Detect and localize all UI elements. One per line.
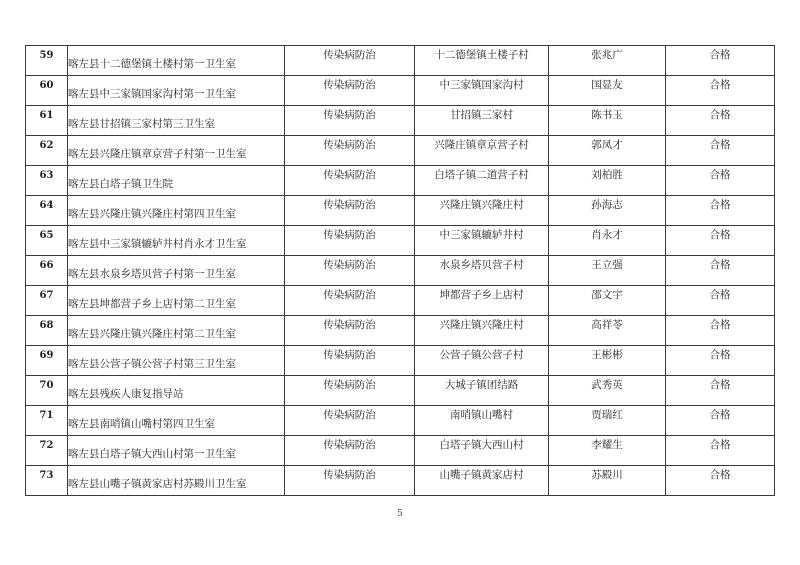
facility-address-cell [415,346,549,376]
facility-address-cell [415,196,549,226]
table-row [26,196,775,226]
responsible-person: 贾瑞红 [591,409,623,422]
responsible-person: 王彬彬 [591,349,623,362]
inspection-category: 传染病防治 [323,79,376,92]
table-row [26,376,775,406]
responsible-person-cell [549,166,666,196]
table-row [26,286,775,316]
facility-address: 中三家镇辘轳井村 [439,229,524,242]
facility-address-cell [415,436,549,466]
inspection-category-cell [285,46,415,76]
responsible-person-cell [549,376,666,406]
table-row [26,136,775,166]
inspection-category-cell [285,316,415,346]
facility-address: 兴隆庄镇兴隆庄村 [439,319,524,332]
facility-name-cell [68,256,285,286]
inspection-result-cell [666,136,775,166]
inspection-result: 合格 [709,229,731,242]
responsible-person: 郭凤才 [591,139,623,152]
row-number-cell [26,466,68,496]
inspection-category-cell [285,136,415,166]
facility-address-cell [415,106,549,136]
facility-name-cell [68,406,285,436]
facility-address-cell [415,376,549,406]
inspection-result: 合格 [709,79,731,92]
table-row [26,226,775,256]
facility-name-cell [68,316,285,346]
responsible-person: 武秀英 [591,379,623,392]
row-number-cell [26,76,68,106]
table-row [26,466,775,496]
facility-address: 白塔子镇二道营子村 [434,169,529,182]
facility-address: 兴隆庄镇兴隆庄村 [439,199,524,212]
inspection-result-cell [666,46,775,76]
inspection-result-cell [666,436,775,466]
responsible-person: 刘柏胜 [591,169,623,182]
row-number-cell [26,46,68,76]
facility-address: 山嘴子镇黄家店村 [439,469,524,482]
table-body [26,46,775,496]
row-number-cell [26,226,68,256]
table-row [26,106,775,136]
responsible-person: 李耀生 [591,439,623,452]
facility-address: 水泉乡塔贝营子村 [439,259,524,272]
inspection-category-cell [285,256,415,286]
facility-name-cell [68,76,285,106]
responsible-person: 孙海志 [591,199,623,212]
row-number: 69 [39,349,54,361]
inspection-result-cell [666,76,775,106]
inspection-category: 传染病防治 [323,139,376,152]
facility-name: 喀左县坤都营子乡上店村第二卫生室 [68,298,236,311]
inspection-category-cell [285,166,415,196]
row-number: 63 [39,169,54,181]
responsible-person-cell [549,286,666,316]
inspection-result-cell [666,106,775,136]
facility-address-cell [415,226,549,256]
facility-name-cell [68,286,285,316]
row-number-cell [26,436,68,466]
responsible-person-cell [549,106,666,136]
facility-name: 喀左县山嘴子镇黄家店村苏殿川卫生室 [68,478,247,491]
facility-name: 喀左县水泉乡塔贝营子村第一卫生室 [68,268,236,281]
facility-address: 中三家镇国家沟村 [439,79,524,92]
inspection-result: 合格 [709,469,731,482]
inspection-result-cell [666,376,775,406]
inspection-result: 合格 [709,349,731,362]
inspection-table [25,45,775,496]
row-number-cell [26,406,68,436]
responsible-person-cell [549,46,666,76]
inspection-result-cell [666,316,775,346]
responsible-person-cell [549,136,666,166]
table-row [26,76,775,106]
row-number: 62 [39,139,54,151]
facility-name-cell [68,346,285,376]
inspection-category-cell [285,466,415,496]
facility-name: 喀左县兴隆庄镇兴隆庄村第二卫生室 [68,328,236,341]
facility-name: 喀左县十二德堡镇土楼村第一卫生室 [68,58,236,71]
facility-name: 喀左县甘招镇三家村第三卫生室 [68,118,215,131]
responsible-person-cell [549,466,666,496]
inspection-category: 传染病防治 [323,379,376,392]
inspection-category: 传染病防治 [323,49,376,62]
facility-address: 大城子镇团结路 [444,379,519,392]
responsible-person-cell [549,256,666,286]
inspection-result: 合格 [709,409,731,422]
responsible-person: 国显友 [591,79,623,92]
facility-address: 公营子镇公营子村 [439,349,524,362]
row-number: 68 [39,319,54,331]
row-number-cell [26,136,68,166]
inspection-result-cell [666,166,775,196]
inspection-result: 合格 [709,439,731,452]
responsible-person-cell [549,406,666,436]
responsible-person: 王立强 [591,259,623,272]
table-row [26,166,775,196]
row-number-cell [26,106,68,136]
inspection-result-cell [666,346,775,376]
inspection-result-cell [666,256,775,286]
facility-name-cell [68,46,285,76]
facility-name-cell [68,376,285,406]
inspection-category: 传染病防治 [323,169,376,182]
facility-address-cell [415,316,549,346]
facility-address: 白塔子镇大西山村 [439,439,524,452]
responsible-person-cell [549,316,666,346]
facility-address: 兴隆庄镇章京营子村 [434,139,529,152]
row-number-cell [26,286,68,316]
row-number-cell [26,166,68,196]
responsible-person: 陈书玉 [591,109,623,122]
facility-name-cell [68,106,285,136]
responsible-person: 肖永才 [591,229,623,242]
facility-name-cell [68,196,285,226]
responsible-person-cell [549,436,666,466]
table-row [26,46,775,76]
facility-name: 喀左县兴隆庄镇章京营子村第一卫生室 [68,148,247,161]
row-number: 64 [39,199,54,211]
facility-address-cell [415,46,549,76]
inspection-category: 传染病防治 [323,109,376,122]
inspection-result-cell [666,226,775,256]
inspection-category-cell [285,376,415,406]
inspection-result-cell [666,286,775,316]
facility-address-cell [415,286,549,316]
facility-name: 喀左县中三家镇辘轳井村肖永才卫生室 [68,238,247,251]
inspection-result-cell [666,196,775,226]
row-number: 72 [39,439,54,451]
inspection-category: 传染病防治 [323,199,376,212]
inspection-result-cell [666,466,775,496]
table-row [26,256,775,286]
facility-name: 喀左县公营子镇公营子村第三卫生室 [68,358,236,371]
responsible-person: 张兆广 [591,49,623,62]
facility-address: 坤都营子乡上店村 [439,289,524,302]
facility-address-cell [415,136,549,166]
inspection-category: 传染病防治 [323,349,376,362]
row-number: 59 [39,49,54,61]
facility-name-cell [68,166,285,196]
responsible-person-cell [549,196,666,226]
facility-address: 十二德堡镇土楼子村 [434,49,529,62]
table-row [26,436,775,466]
inspection-category: 传染病防治 [323,229,376,242]
inspection-category-cell [285,106,415,136]
row-number-cell [26,256,68,286]
facility-address: 甘招镇三家村 [450,109,513,122]
row-number-cell [26,316,68,346]
table-row [26,346,775,376]
facility-address-cell [415,256,549,286]
inspection-result: 合格 [709,139,731,152]
facility-name: 喀左县中三家镇国家沟村第一卫生室 [68,88,236,101]
facility-address-cell [415,76,549,106]
inspection-category-cell [285,406,415,436]
inspection-category: 传染病防治 [323,289,376,302]
inspection-category-cell [285,196,415,226]
inspection-result-cell [666,406,775,436]
inspection-category-cell [285,76,415,106]
facility-name-cell [68,136,285,166]
facility-address-cell [415,406,549,436]
responsible-person: 苏殿川 [591,469,623,482]
facility-name: 喀左县白塔子镇卫生院 [68,178,173,191]
facility-name: 喀左县南哨镇山嘴村第四卫生室 [68,418,215,431]
row-number: 65 [39,229,54,241]
row-number: 60 [39,79,54,91]
row-number: 70 [39,379,54,391]
inspection-category-cell [285,226,415,256]
facility-name: 喀左县兴隆庄镇兴隆庄村第四卫生室 [68,208,236,221]
inspection-category-cell [285,286,415,316]
row-number: 71 [39,409,54,421]
row-number: 73 [39,469,54,481]
inspection-result: 合格 [709,49,731,62]
row-number-cell [26,346,68,376]
facility-address: 南哨镇山嘴村 [450,409,513,422]
table-row [26,406,775,436]
facility-name-cell [68,226,285,256]
inspection-category: 传染病防治 [323,469,376,482]
table-row [26,316,775,346]
row-number: 61 [39,109,54,121]
facility-address-cell [415,166,549,196]
facility-name-cell [68,436,285,466]
inspection-category: 传染病防治 [323,409,376,422]
responsible-person: 邵文宇 [591,289,623,302]
facility-name: 喀左县白塔子镇大西山村第一卫生室 [68,448,236,461]
inspection-result: 合格 [709,289,731,302]
inspection-result: 合格 [709,319,731,332]
inspection-category: 传染病防治 [323,259,376,272]
inspection-result: 合格 [709,199,731,212]
inspection-category-cell [285,436,415,466]
row-number: 67 [39,289,54,301]
inspection-result: 合格 [709,169,731,182]
inspection-category: 传染病防治 [323,439,376,452]
row-number-cell [26,376,68,406]
inspection-result: 合格 [709,109,731,122]
inspection-result: 合格 [709,379,731,392]
inspection-category: 传染病防治 [323,319,376,332]
row-number-cell [26,196,68,226]
responsible-person: 高祥苓 [591,319,623,332]
responsible-person-cell [549,346,666,376]
inspection-category-cell [285,346,415,376]
inspection-result: 合格 [709,259,731,272]
responsible-person-cell [549,226,666,256]
responsible-person-cell [549,76,666,106]
facility-name-cell [68,466,285,496]
facility-name: 喀左县残疾人康复指导站 [68,388,184,401]
row-number: 66 [39,259,54,271]
facility-address-cell [415,466,549,496]
page-number: 5 [397,509,403,519]
